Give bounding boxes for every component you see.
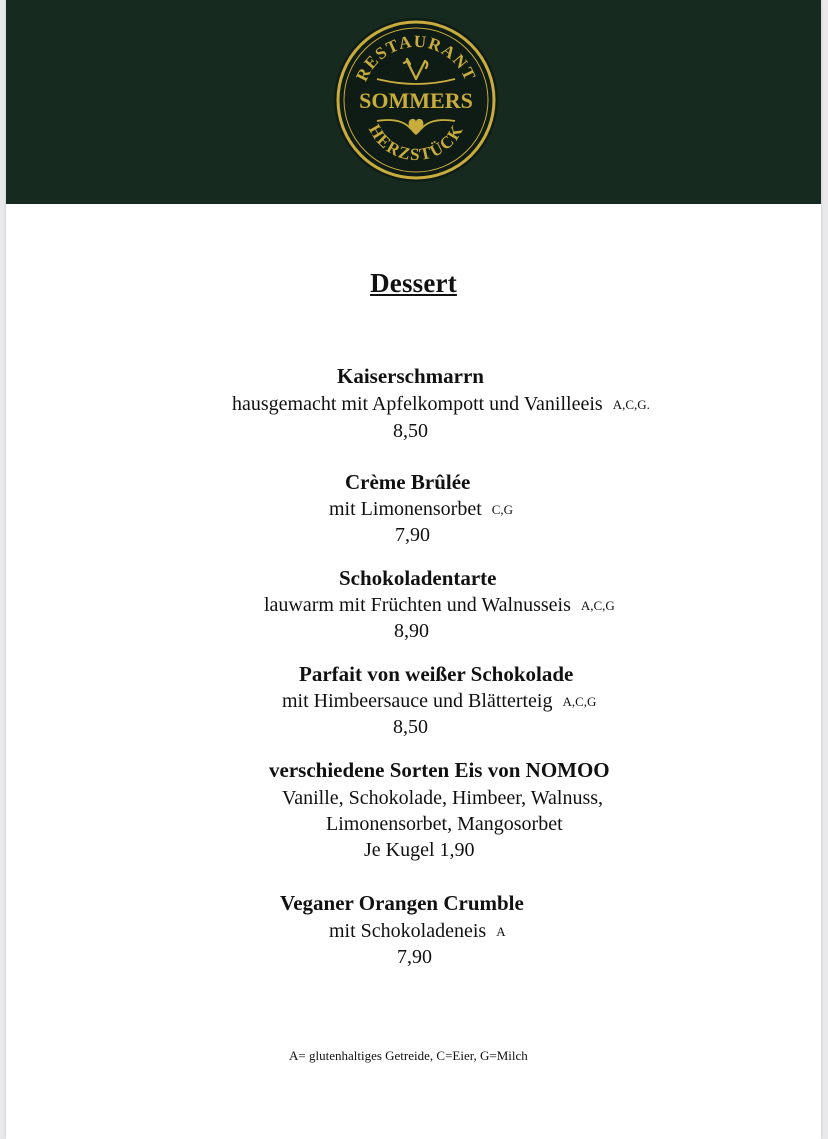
item-name: Crème Brûlée — [345, 470, 471, 494]
item-name: Veganer Orangen Crumble — [280, 891, 524, 915]
restaurant-logo — [333, 17, 499, 183]
item-description-line1: Vanille, Schokolade, Himbeer, Walnuss, — [282, 787, 604, 809]
item-description — [264, 593, 615, 619]
allergen-codes: A,C,G — [562, 694, 597, 709]
header-banner — [6, 0, 821, 204]
item-description — [232, 392, 650, 418]
item-price: 8,50 — [393, 716, 428, 738]
logo-middle-text: SOMMERS — [359, 88, 473, 113]
allergen-codes: A,C,G — [580, 598, 615, 613]
logo-top-text: RESTAURANT — [352, 31, 480, 85]
item-description-line2: Limonensorbet, Mangosorbet — [326, 813, 563, 835]
page-title: Dessert — [370, 268, 457, 298]
item-description — [282, 689, 596, 715]
item-price: 8,90 — [394, 620, 429, 642]
item-name: Schokoladentarte — [339, 566, 497, 590]
allergen-codes: C,G — [491, 502, 514, 517]
item-description — [329, 497, 513, 523]
description-text: hausgemacht mit Apfelkompott und Vanilleeis — [232, 393, 603, 415]
allergen-codes: A — [496, 924, 506, 939]
menu-page — [6, 0, 821, 1139]
description-text: mit Limonensorbet — [329, 498, 482, 520]
item-price: Je Kugel 1,90 — [364, 839, 475, 861]
item-name: Kaiserschmarrn — [337, 364, 484, 388]
item-name: verschiedene Sorten Eis von NOMOO — [269, 758, 610, 782]
allergen-footnote: A= glutenhaltiges Getreide, C=Eier, G=Milch — [289, 1048, 528, 1063]
item-price: 7,90 — [395, 524, 430, 546]
item-price: 8,50 — [393, 420, 428, 442]
description-text: mit Schokoladeneis — [329, 920, 487, 942]
description-text: lauwarm mit Früchten und Walnusseis — [264, 594, 571, 616]
item-name: Parfait von weißer Schokolade — [299, 662, 574, 686]
item-price: 7,90 — [397, 946, 432, 968]
description-text: mit Himbeersauce und Blätterteig — [282, 690, 553, 712]
item-description — [329, 919, 506, 945]
logo-bottom-text: HERZSTÜCK — [364, 120, 468, 165]
allergen-codes: A,C,G. — [612, 397, 650, 412]
